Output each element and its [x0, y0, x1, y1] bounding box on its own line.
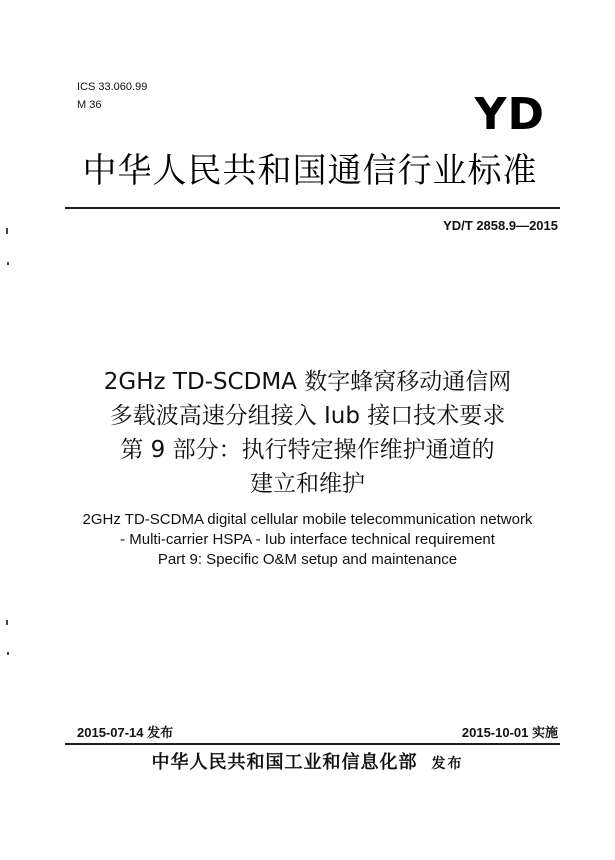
chinese-title-line: 2GHz TD-SCDMA 数字蜂窝移动通信网: [103, 369, 512, 395]
scan-mark: [6, 228, 8, 234]
english-title-line: 2GHz TD-SCDMA digital cellular mobile telecommunication network: [82, 511, 533, 528]
english-title-line: - Multi-carrier HSPA - Iub interface technical requirement: [120, 531, 495, 548]
chinese-title-line: 建立和维护: [250, 471, 365, 497]
scan-mark: [7, 262, 9, 265]
english-title: [40, 510, 575, 570]
chinese-title-line: 第 9 部分：执行特定操作维护通道的: [120, 437, 495, 463]
classification-code: M 36: [77, 99, 102, 111]
top-divider: [65, 207, 560, 209]
yd-logo: YD: [474, 89, 545, 140]
chinese-title-line: 多载波高速分组接入 Iub 接口技术要求: [109, 403, 506, 429]
publisher-line: [60, 750, 555, 777]
standard-type-title: 中华人民共和国通信行业标准: [82, 151, 538, 191]
scan-mark: [6, 620, 8, 625]
implementation-date: 2015-10-01 实施: [461, 725, 558, 740]
scan-mark: [7, 652, 9, 655]
issue-date: 2015-07-14 发布: [77, 725, 174, 740]
ics-code: ICS 33.060.99: [77, 81, 148, 93]
chinese-title: [40, 365, 575, 501]
bottom-divider: [65, 743, 560, 745]
standard-number: YD/T 2858.9—2015: [443, 218, 558, 233]
publish-label: 发布: [431, 756, 464, 772]
english-title-line: Part 9: Specific O&M setup and maintenance: [157, 551, 458, 568]
publisher-name: 中华人民共和国工业和信息化部: [151, 752, 418, 773]
